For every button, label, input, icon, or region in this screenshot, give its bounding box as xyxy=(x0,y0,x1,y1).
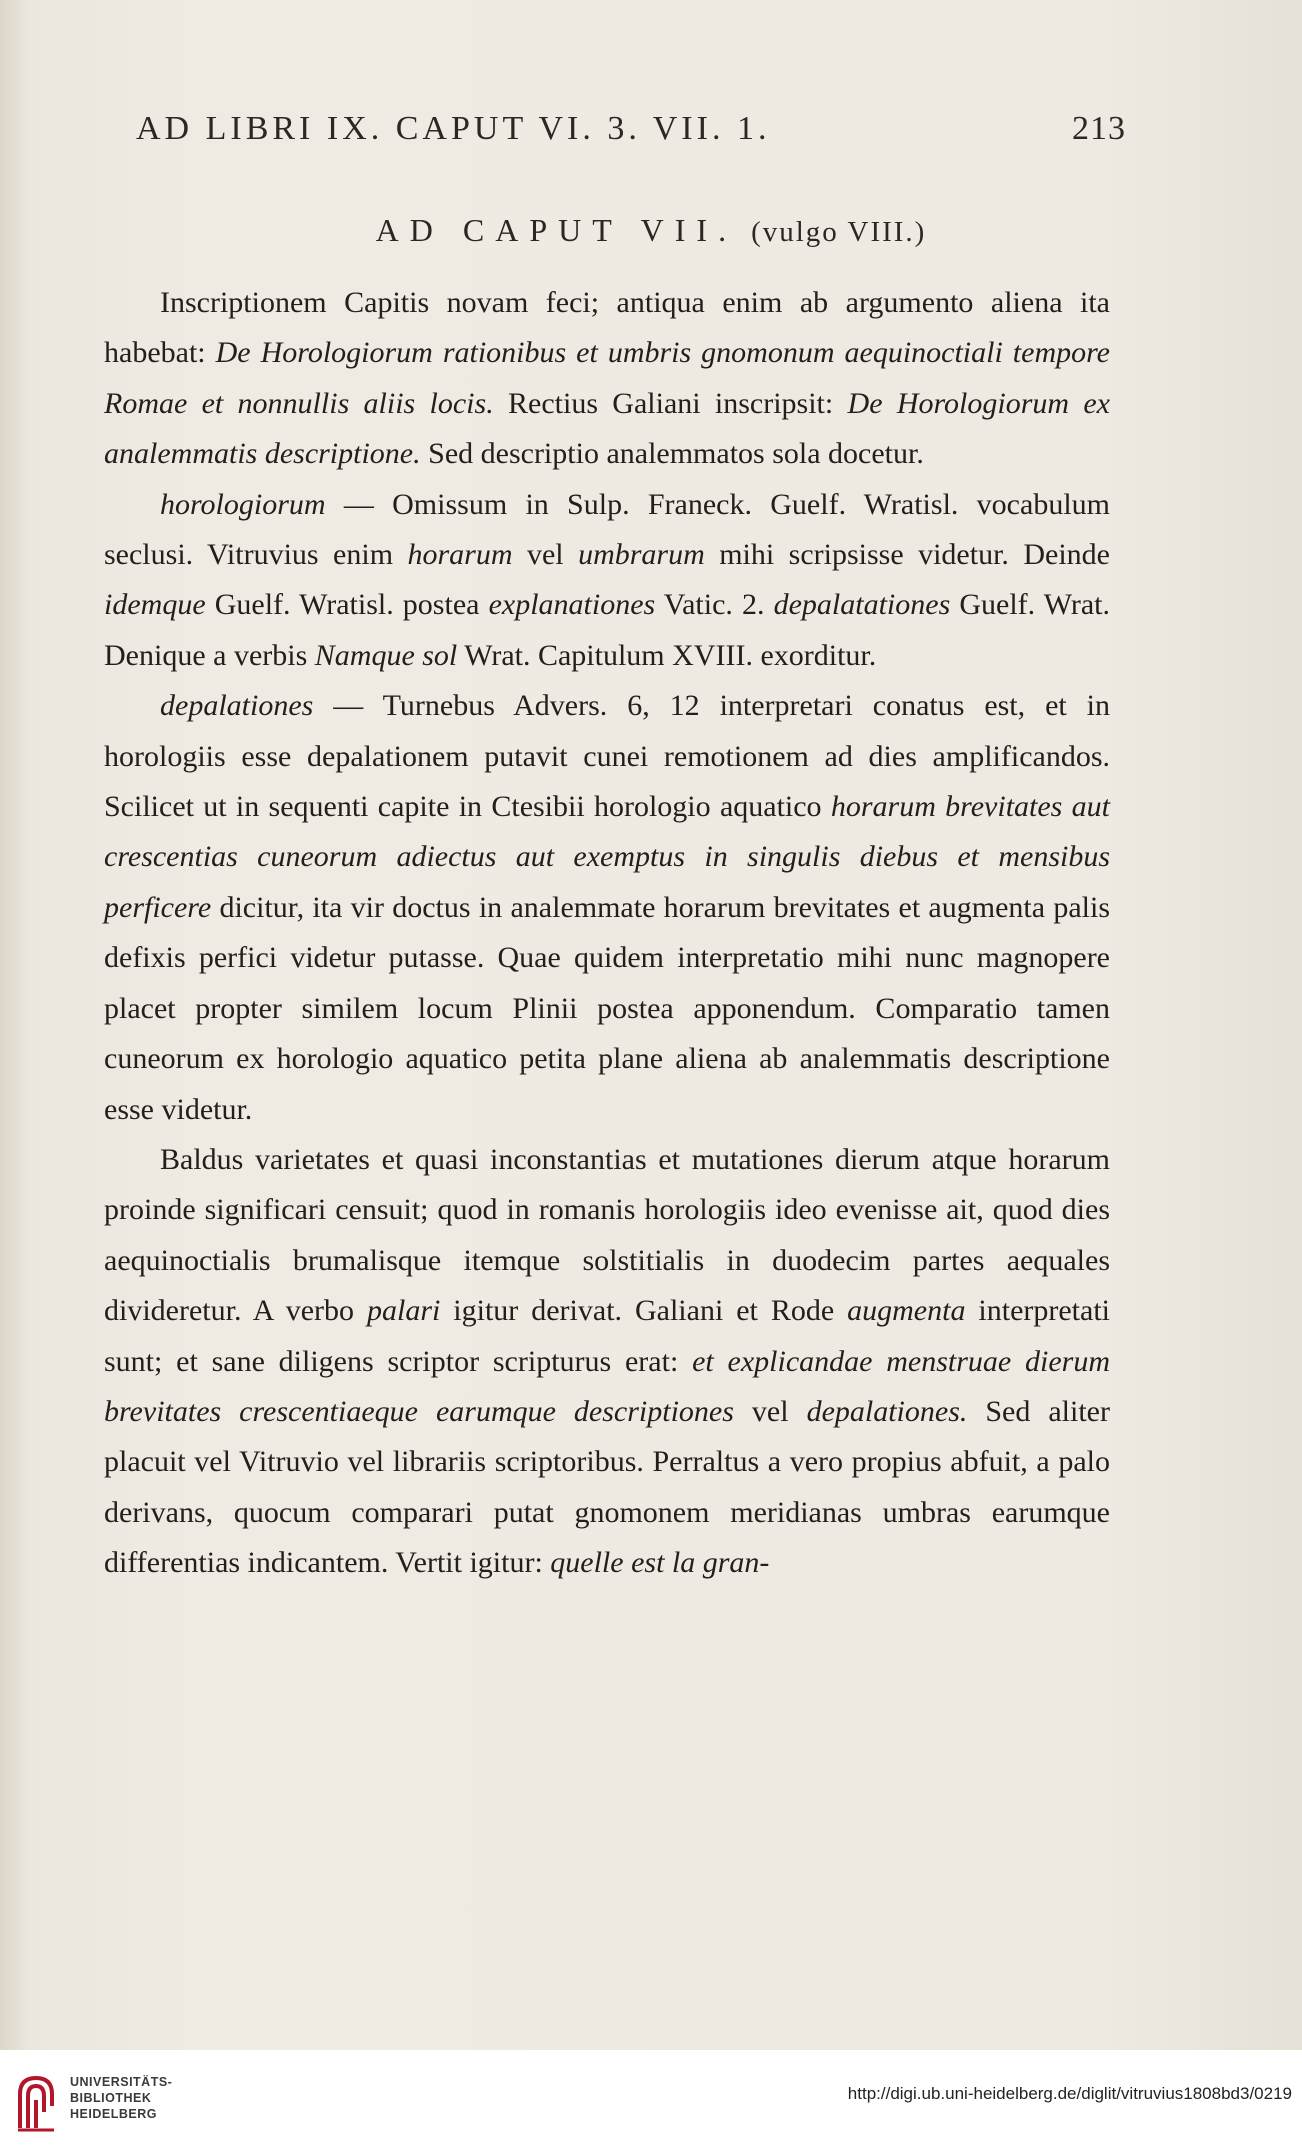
text-segment: Baldus varietates et quasi inconstantias et mutationes dierum atque horarum proinde significari censuit; quod in romanis horologiis ideo evenisse ait, quod dies aequinoctialis brumalisque itemque solstitialis in duodecim partes aequales divideretur. A verbo xyxy=(104,1142,1110,1328)
footer-bar xyxy=(0,2050,1302,2152)
body-text xyxy=(104,278,1110,1589)
italic-segment: Namque sol xyxy=(314,638,458,672)
italic-segment: depalatationes xyxy=(773,588,951,622)
italic-segment: De Horologiorum rationibus et umbris gnomonum aequinoctiali tempore Romae et nonnullis aliis locis. xyxy=(104,336,1110,420)
italic-segment: depalationes. xyxy=(806,1394,968,1428)
text-segment: mihi scripsisse videtur. Deinde xyxy=(704,538,1110,572)
text-segment: — Turnebus Advers. 6, 12 interpretari conatus est, et in horologiis esse depalationem putavit cunei remotionem ad dies amplificandos. Scilicet ut in sequenti capite in Ctesibii horologio aquatico xyxy=(104,689,1110,824)
italic-segment: horarum brevitates aut crescentias cuneorum adiectus aut exemptus in singulis diebus et mensibus perficere xyxy=(104,790,1110,924)
text-segment: Wrat. Capitulum XVIII. exorditur. xyxy=(457,638,877,672)
running-head-title: AD LIBRI IX. CAPUT VI. 3. VII. 1. xyxy=(136,110,771,147)
italic-segment: explanationes xyxy=(488,588,656,622)
text-segment: Guelf. Wratisl. postea xyxy=(205,588,489,622)
italic-segment: idemque xyxy=(104,588,206,622)
library-line: UNIVERSITÄTS- xyxy=(70,2075,173,2089)
italic-segment: depalationes xyxy=(160,689,314,723)
text-segment: dicitur, ita vir doctus in analemmate horarum brevitates et augmenta palis defixis perfici videtur putasse. Quae quidem interpretatio mihi nunc magnopere placet propter similem locum Plinii postea apponendum. Comparatio tamen cuneorum ex horologio aquatico petita plane aliena ab analemmatis descriptione esse videtur. xyxy=(104,890,1110,1126)
text-segment: Sed descriptio analemmatos sola docetur. xyxy=(420,437,924,471)
italic-segment: augmenta xyxy=(847,1294,966,1328)
text-segment: — Omissum in Sulp. Franeck. Guelf. Wratisl. vocabulum seclusi. Vitruvius enim xyxy=(104,487,1110,572)
italic-segment: umbrarum xyxy=(578,538,705,572)
paragraph xyxy=(104,681,1110,1135)
italic-segment: quelle est la gran- xyxy=(550,1546,770,1580)
library-line: HEIDELBERG xyxy=(70,2107,157,2121)
italic-segment: palari xyxy=(366,1294,441,1328)
chapter-heading-main: AD CAPUT VII. xyxy=(375,212,738,248)
italic-segment: horarum xyxy=(407,538,513,572)
italic-segment: De Horologiorum ex analemmatis descriptione. xyxy=(104,386,1111,471)
italic-segment: horologiorum xyxy=(160,487,326,521)
text-segment: Rectius Galiani inscripsit: xyxy=(493,386,848,420)
chapter-heading xyxy=(0,212,1302,249)
paragraph xyxy=(104,1135,1110,1589)
text-segment: Vatic. 2. xyxy=(655,588,774,622)
text-segment: interpretati sunt; et sane diligens scriptor scripturus erat: xyxy=(104,1294,1111,1378)
text-segment: vel xyxy=(512,538,579,572)
paragraph xyxy=(104,278,1110,480)
text-segment: vel xyxy=(733,1394,807,1428)
library-name xyxy=(70,2074,172,2122)
library-line: BIBLIOTHEK xyxy=(70,2091,152,2105)
chapter-heading-vulgo: (vulgo VIII.) xyxy=(751,216,927,248)
text-segment: Sed aliter placuit vel Vitruvio vel librariis scriptoribus. Perraltus a vero propius abfuit, a palo derivans, quocum comparari putat gnomonem meridianas umbras earumque differentias indicantem. Vertit igitur: xyxy=(104,1394,1110,1580)
text-segment: igitur derivat. Galiani et Rode xyxy=(440,1294,848,1328)
text-segment: Guelf. Wrat. Denique a verbis xyxy=(104,588,1110,672)
text-segment: Inscriptionem Capitis novam feci; antiqua enim ab argumento aliena ita habebat: xyxy=(104,286,1110,370)
page-number: 213 xyxy=(1072,110,1126,147)
permalink-url[interactable]: http://digi.ub.uni-heidelberg.de/diglit/vitruvius1808bd3/0219 xyxy=(847,2084,1292,2103)
university-logo-icon xyxy=(14,2072,58,2132)
paragraph xyxy=(104,480,1110,682)
italic-segment: et explicandae menstruae dierum brevitates crescentiaeque earumque descriptiones xyxy=(104,1344,1110,1428)
